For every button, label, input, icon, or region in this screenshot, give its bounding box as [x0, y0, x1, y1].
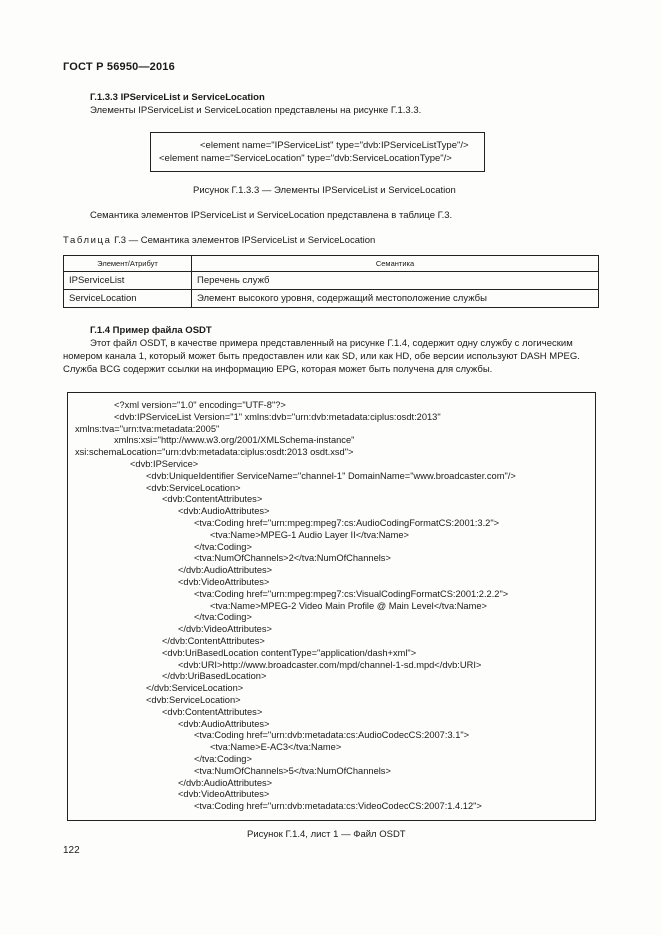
code-line: <tva:NumOfChannels>2</tva:NumOfChannels> — [194, 553, 391, 564]
figure-g133-caption: Рисунок Г.1.3.3 — Элементы IPServiceList и ServiceLocation — [193, 185, 456, 196]
code-line: <tva:Name>E-AC3</tva:Name> — [210, 742, 342, 753]
code-line: <dvb:ContentAttributes> — [162, 494, 263, 505]
section-heading-g133: Г.1.3.3 IPServiceList и ServiceLocation — [90, 92, 265, 103]
table-header-row — [64, 256, 599, 272]
code-line: xmlns:tva="urn:tva:metadata:2005" — [75, 423, 220, 434]
table-header-element: Элемент/Атрибут — [64, 256, 192, 272]
code-line: <?xml version="1.0" encoding="UTF-8"?> — [114, 400, 286, 410]
figure-g133-box — [150, 132, 485, 172]
code-line: <dvb:VideoAttributes> — [178, 789, 270, 800]
code-line: <tva:NumOfChannels>5</tva:NumOfChannels> — [194, 765, 391, 776]
semantics-table — [63, 255, 599, 308]
table-label: Таблица — [63, 235, 112, 246]
table-cell: Перечень служб — [192, 272, 599, 290]
figure-code-line: <element name="IPServiceList" type="dvb:IPServiceListType"/> — [200, 140, 469, 151]
code-line: <tva:Coding href="urn:mpeg:mpeg7:cs:AudioCodingFormatCS:2001:3.2"> — [194, 518, 500, 528]
semantics-reference-text: Семантика элементов IPServiceList и ServiceLocation представлена в таблице Г.3. — [90, 210, 453, 221]
code-line: <dvb:IPService> — [130, 459, 199, 469]
code-line: <dvb:VideoAttributes> — [178, 577, 270, 587]
code-line: </dvb:VideoAttributes> — [178, 624, 272, 635]
code-line: <dvb:ServiceLocation> — [146, 482, 241, 493]
section-intro-text: Элементы IPServiceList и ServiceLocation представлены на рисунке Г.1.3.3. — [90, 105, 422, 116]
code-line: xmlns:xsi="http://www.w3.org/2001/XMLSchema-instance" — [114, 435, 355, 446]
table-cell: Элемент высокого уровня, содержащий местоположение службы — [192, 290, 599, 308]
table-cell: ServiceLocation — [64, 290, 192, 308]
code-line: xsi:schemaLocation="urn:dvb:metadata:ciplus:osdt:2013 osdt.xsd"> — [75, 447, 354, 458]
table-cell: IPServiceList — [64, 272, 192, 290]
table-row — [64, 290, 599, 308]
paragraph-line: Служба BCG содержит ссылки на информацию EPG, которая может быть получена для службы. — [63, 364, 493, 375]
code-line: <dvb:UriBasedLocation contentType="application/dash+xml"> — [162, 647, 417, 658]
table-row — [64, 272, 599, 290]
code-line: </tva:Coding> — [194, 754, 252, 764]
section-heading-g14: Г.1.4 Пример файла OSDT — [90, 325, 212, 336]
code-line: <tva:Coding href="urn:mpeg:mpeg7:cs:VisualCodingFormatCS:2001:2.2.2"> — [194, 588, 509, 599]
code-line: <dvb:AudioAttributes> — [178, 506, 270, 517]
document-header: ГОСТ Р 56950—2016 — [63, 61, 175, 73]
code-line: </dvb:AudioAttributes> — [178, 565, 273, 576]
code-line: </tva:Coding> — [194, 612, 252, 623]
table-caption-text: Г.3 — Семантика элементов IPServiceList и ServiceLocation — [114, 235, 376, 246]
figure-g14-caption: Рисунок Г.1.4, лист 1 — Файл OSDT — [247, 829, 406, 840]
table-caption — [63, 235, 375, 246]
code-line: <dvb:AudioAttributes> — [178, 718, 270, 729]
code-line: </tva:Coding> — [194, 541, 252, 552]
code-line: <dvb:IPServiceList Version="1" xmlns:dvb="urn:dvb:metadata:ciplus:osdt:2013" — [114, 411, 441, 422]
code-line: </dvb:AudioAttributes> — [178, 777, 273, 788]
figure-code-line: <element name="ServiceLocation" type="dvb:ServiceLocationType"/> — [159, 153, 452, 164]
code-line: <tva:Coding href="urn:dvb:metadata:cs:AudioCodecCS:2007:3.1"> — [194, 730, 470, 741]
table-header-semantics: Семантика — [192, 256, 599, 272]
code-line: <tva:Coding href="urn:dvb:metadata:cs:VideoCodecCS:2007:1.4.12"> — [194, 801, 482, 812]
code-line: <dvb:ServiceLocation> — [146, 695, 241, 705]
code-line: <dvb:ContentAttributes> — [162, 706, 263, 717]
code-line: </dvb:UriBasedLocation> — [162, 671, 267, 682]
code-line: </dvb:ContentAttributes> — [162, 636, 265, 646]
code-line: <dvb:UniqueIdentifier ServiceName="channel-1" DomainName="www.broadcaster.com"/> — [146, 470, 516, 481]
page-number: 122 — [63, 845, 80, 856]
paragraph-line: Этот файл OSDT, в качестве примера представленный на рисунке Г.1.4, содержит одну службу с логическим — [90, 338, 573, 349]
code-line: <tva:Name>MPEG-2 Video Main Profile @ Main Level</tva:Name> — [210, 600, 487, 611]
code-line: <tva:Name>MPEG-1 Audio Layer II</tva:Name> — [210, 529, 409, 540]
paragraph-line: номером канала 1, который может быть предоставлен или как SD, или как HD, обе версии используют DASH MPEG. — [63, 351, 580, 362]
code-line: <dvb:URI>http://www.broadcaster.com/mpd/channel-1-sd.mpd</dvb:URI> — [178, 659, 482, 670]
code-line: </dvb:ServiceLocation> — [146, 683, 244, 694]
